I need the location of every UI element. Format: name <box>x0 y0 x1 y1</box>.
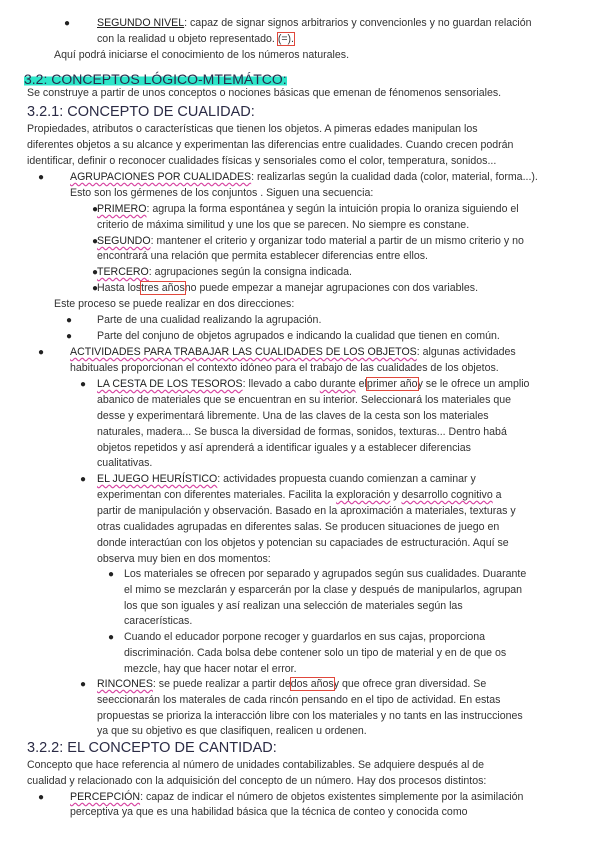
bullet-icon: ● <box>66 315 73 326</box>
annotation-box: primer año <box>366 378 418 390</box>
juego-line5: donde interactúan con los objetos y potencian su capaciades de estructuración. Aquí se <box>97 537 509 549</box>
actividades-line2: habituales proporcionan el contexto idóneo para el trabajo de las cualidades de los objetos. <box>70 362 499 374</box>
cesta-line2: abanico de materiales que se encuentran en su interior. Seleccionará los materiales que <box>97 394 511 406</box>
bullet-icon: ● <box>92 283 99 294</box>
annotation-box: dos años <box>290 678 334 690</box>
momento-1-line1: Los materiales se ofrecen por separado y agrupados según sus cualidades. Duarante <box>124 568 527 580</box>
momento-2-line3: mezcle, hay que hacer notar el error. <box>124 663 297 675</box>
juego-item: EL JUEGO HEURÍSTICO: actividades propuesta cuando comienzan a caminar y <box>97 473 476 485</box>
rincones-line3: propuestas se prioriza la interacción libre con los materiales y no tants en las instrucciones <box>97 710 523 722</box>
term-juego: EL JUEGO HEURÍSTICO <box>97 473 218 485</box>
bullet-icon: ● <box>108 632 115 643</box>
direccion-2: Parte del conjuno de objetos agrupados e indicando la cualidad que tienen en común. <box>97 330 500 342</box>
juego-line3: partir de manipulación y observación. Basado en la aproximación a materiales, texturas y <box>97 505 516 517</box>
segundo-line2: encontrará una relación que permita establecer diferencias entre ellos. <box>97 250 428 262</box>
section-3-2-intro: Se construye a partir de unos conceptos o nociones básicas que emenan de fénomenos sensoriales. <box>27 87 502 99</box>
bullet-icon: ● <box>92 236 99 247</box>
heading-3-2-2: 3.2.2: EL CONCEPTO DE CANTIDAD: <box>27 740 277 756</box>
cesta-line5: objetos repetidos y así aprenderá a identificar iguales y a establecer diferencias <box>97 442 471 454</box>
cantidad-p1-line1: Concepto que hace referencia al número de unidades contabilizables. Se adquiere después al de <box>27 759 485 771</box>
momento-1-line2: el mimo se mezclarán y esparcerán por la clase y después de manipularlos, agrupan <box>124 584 523 596</box>
term-agrupaciones: AGRUPACIONES POR CUALIDADES <box>70 171 252 183</box>
bullet-icon: ● <box>66 331 73 342</box>
direccion-1: Parte de una cualidad realizando la agrupación. <box>97 314 322 326</box>
cualidad-p1-line2: diferentes objetos a su alcance y experimentan las diferencias entre cualidades. Cuando crecen podrán <box>27 139 514 151</box>
cantidad-p1-line2: cualidad y relacionado con la adquisición del concepto de un número. Hay dos procesos distintos: <box>27 775 487 787</box>
percepcion-line2: perceptiva ya que es una habilidad básica que la técnica de conteo y conocida como <box>70 806 468 818</box>
bullet-icon: ● <box>80 379 87 390</box>
term-segundo: SEGUNDO <box>97 235 151 247</box>
annotation-box: (=). <box>277 33 294 45</box>
bullet-icon: ● <box>108 569 115 580</box>
bullet-icon: ● <box>38 347 45 358</box>
term-actividades: ACTIVIDADES PARA TRABAJAR LAS CUALIDADES DE LOS OBJETOS <box>70 346 417 358</box>
bullet-icon: ● <box>92 204 99 215</box>
rincones-line2: seeccionarán los materales de cada rincón pensando en el tipo de actividad. En estas <box>97 694 501 706</box>
cesta-line3: desse y experimentará libremente. Una de las claves de la cesta son los materiales <box>97 410 489 422</box>
actividades-item: ACTIVIDADES PARA TRABAJAR LAS CUALIDADES DE LOS OBJETOS: algunas actividades <box>70 346 516 358</box>
primero-line2: criterio de máxima similitud y une los que se parecen. No siempre es constane. <box>97 219 470 231</box>
bullet-icon: ● <box>38 172 45 183</box>
term-percepcion: PERCEPCIÓN <box>70 791 141 803</box>
momento-2-line2: discriminación. Cada bolsa debe contener solo un tipo de material y en de que os <box>124 647 507 659</box>
heading-3-2: 3.2: CONCEPTOS LÓGICO-MTEMÁTCO: <box>24 71 287 87</box>
juego-line4: otras cualidades agrupadas en diferentes salas. Se producen situaciones de juego en <box>97 521 500 533</box>
rincones-item: RINCONES: se puede realizar a partir dedos añosy que ofrece gran diversidad. Se <box>97 678 487 690</box>
cesta-line4: naturales, madera... Se busca la diversidad de formas, sonidos, texturas... Dentro habá <box>97 426 507 438</box>
heading-3-2-1: 3.2.1: CONCEPTO DE CUALIDAD: <box>27 104 255 120</box>
cesta-line6: cualitativas. <box>97 457 153 469</box>
term-cesta: LA CESTA DE LOS TESOROS <box>97 378 243 390</box>
juego-line2: experimentan con diferentes materiales. Facilita la exploración y desarrollo cognitivo a <box>97 489 502 501</box>
bullet-icon: ● <box>38 792 45 803</box>
rincones-line4: ya que su objetivo es que clasifiquen, realicen u ordenen. <box>97 725 367 737</box>
momento-1-line3: los que son iguales y así realizan una selección de materiales según las <box>124 600 463 612</box>
bullet-icon: ● <box>64 18 71 29</box>
momento-2-line1: Cuando el educador porpone recoger y guardarlos en sus cajas, proporciona <box>124 631 486 643</box>
cualidad-p1-line1: Propiedades, atributos o características que tienen los objetos. A pimeras edades manipulan los <box>27 123 478 135</box>
primero-item: PRIMERO: agrupa la forma espontánea y según la intuición propia lo oraniza siguiendo el <box>97 203 519 215</box>
juego-line6: observa muy bien en dos momentos: <box>97 553 271 565</box>
term-primero: PRIMERO <box>97 203 147 215</box>
segundo-nivel-item: SEGUNDO NIVEL: capaz de signar signos arbitrarios y convencionles y no guardan relación <box>97 17 532 29</box>
term-segundo-nivel: SEGUNDO NIVEL <box>97 17 185 29</box>
term-rincones: RINCONES <box>97 678 153 690</box>
percepcion-item: PERCEPCIÓN: capaz de indicar el número de objetos existentes simplemente por la asimilación <box>70 791 524 803</box>
bullet-icon: ● <box>80 679 87 690</box>
bullet-icon: ● <box>80 474 87 485</box>
momento-1-line4: caracerísticas. <box>124 615 193 627</box>
term-tercero: TERCERO <box>97 266 149 278</box>
cualidad-p1-line3: identificar, definir o reconocer cualidades físicas y sensoriales como el color, temperatura, sonidos... <box>27 155 497 167</box>
tercero-item: TERCERO: agrupaciones según la consigna indicada. <box>97 266 352 278</box>
segundo-nivel-line2: con la realidad u objeto representado. (=). <box>97 33 294 45</box>
proceso-text: Este proceso se puede realizar en dos direcciones: <box>54 298 295 310</box>
cesta-item: LA CESTA DE LOS TESOROS: llevado a cabo durante elprimer añoy se le ofrece un amplio <box>97 378 530 390</box>
agrupaciones-item: AGRUPACIONES POR CUALIDADES: realizarlas según la cualidad dada (color, material, forma...). <box>70 171 538 183</box>
segundo-item: SEGUNDO: mantener el criterio y organizar todo material a partir de un mismo criterio y no <box>97 235 524 247</box>
bullet-icon: ● <box>92 267 99 278</box>
agrupaciones-line2: Esto son los gérmenes de los conjuntos . Siguen una secuencia: <box>70 187 374 199</box>
segundo-nivel-after: Aquí podrá iniciarse el conocimiento de los números naturales. <box>54 49 350 61</box>
hasta-item: Hasta lostres añosno puede empezar a manejar agrupaciones con dos variables. <box>97 282 479 294</box>
annotation-box: tres años <box>141 282 185 294</box>
